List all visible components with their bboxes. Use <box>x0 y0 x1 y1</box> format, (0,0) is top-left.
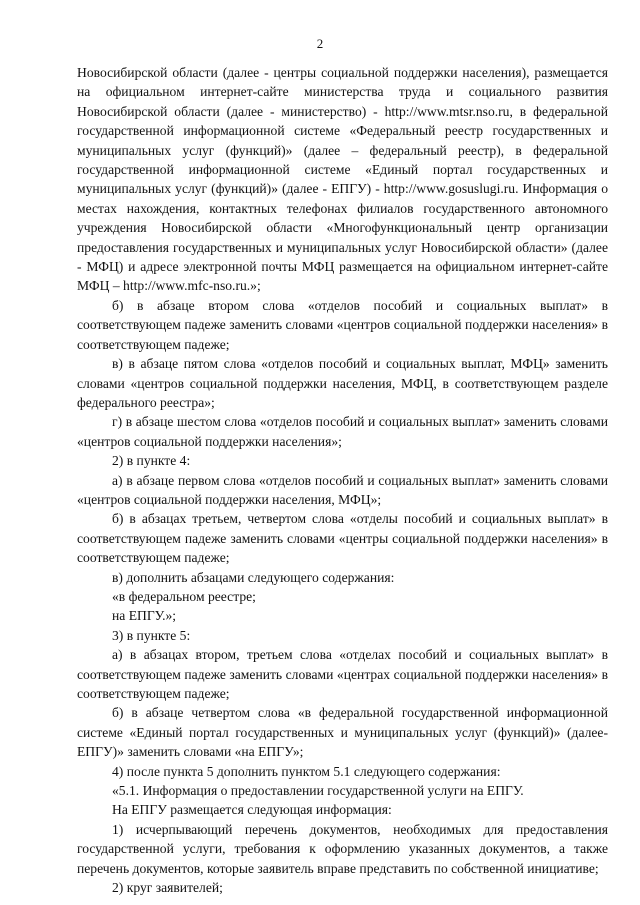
page-number: 2 <box>316 36 324 51</box>
paragraph-point-5: 3) в пункте 5: <box>112 627 191 643</box>
paragraph-point-4-v: в) дополнить абзацами следующего содержания: <box>112 569 395 585</box>
paragraph-item-v-fifth: в) в абзаце пятом слова «отделов пособий и социальных выплат, МФЦ» заменить словами «центров социальной поддержки населения, МФЦ, в соответствующем разделе федерального реестра»; <box>77 356 608 410</box>
paragraph-point-5-b: б) в абзаце четвертом слова «в федеральной государственной информационной системе «Единый портал государственных и муниципальных услуг (функций)» (далее-ЕПГУ)» заменить словами «на ЕПГУ»; <box>77 705 608 760</box>
paragraph-point-4-a: а) в абзаце первом слова «отделов пособий и социальных выплат» заменить словами «центров социальной поддержки населения, МФЦ»; <box>77 472 608 507</box>
paragraph-epgu: на ЕПГУ.»; <box>112 608 177 624</box>
paragraph-5-1-heading: «5.1. Информация о предоставлении государственной услуги на ЕПГУ. <box>112 783 524 799</box>
paragraph-point-4-add: 4) после пункта 5 дополнить пунктом 5.1 следующего содержания: <box>112 763 501 779</box>
paragraph-point-4: 2) в пункте 4: <box>112 453 191 469</box>
paragraph-list-item-2: 2) круг заявителей; <box>112 880 223 896</box>
paragraph-point-4-b: б) в абзацах третьем, четвертом слова «отделы пособий и социальных выплат» в соответствующем падеже заменить словами «центры социальной поддержки населения» в соответствующем падеже; <box>77 511 608 566</box>
paragraph-federal-registry: «в федеральном реестре; <box>112 588 256 604</box>
paragraph-item-b-second: б) в абзаце втором слова «отделов пособий и социальных выплат» в соответствующем падеже заменить словами «центров социальной поддержки населения» в соответствующем падеже; <box>77 297 608 352</box>
paragraph-point-5-a: а) в абзацах втором, третьем слова «отделах пособий и социальных выплат» в соответствующем падеже заменить словами «центрах социальной поддержки населения» в соответствующем падеже; <box>77 647 608 701</box>
paragraph-epgu-info: На ЕПГУ размещается следующая информация: <box>112 802 392 818</box>
paragraph-list-item-1: 1) исчерпывающий перечень документов, необходимых для предоставления государственной услуги, требования к оформлению указанных документов, а также перечень документов, которые заявитель вправе представить по собственной инициативе; <box>77 821 608 876</box>
paragraph-item-g-sixth: г) в абзаце шестом слова «отделов пособий и социальных выплат» заменить словами «центров социальной поддержки населения»; <box>77 414 608 449</box>
paragraph-continuation: Новосибирской области (далее - центры социальной поддержки населения), размещается на официальном интернет-сайте министерства труда и социального развития Новосибирской области (далее - министерство) - http://www.mtsr.nso.ru, в федеральной государственной информационной системе «Федеральный реестр государственных и муниципальных услуг (функций)» (далее – федеральный реестр), в федеральной государственной информационной системе «Единый портал государственных и муниципальных услуг (функций)» (далее - ЕПГУ) - http://www.gosuslugi.ru. Информация о местах нахождения, контактных телефонах филиалов государственного автономного учреждения Новосибирской области «Многофункциональный центр организации предоставления государственных и муниципальных услуг Новосибирской области» (далее - МФЦ) и адресе электронной почты МФЦ размещается на официальном интернет-сайте МФЦ – http://www.mfc-nso.ru.»; <box>77 65 608 294</box>
document-body <box>77 63 608 897</box>
